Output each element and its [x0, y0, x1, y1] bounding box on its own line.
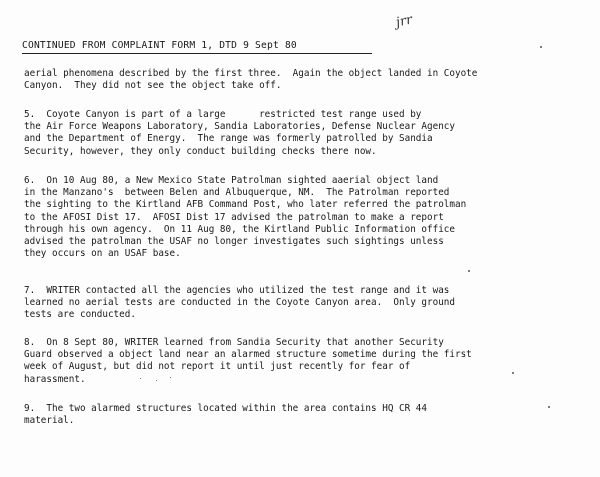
text-line: through his own agency. On 11 Aug 80, the Kirtland Public Information office: [24, 223, 455, 235]
header-underline: [22, 53, 372, 54]
text-line: Guard observed a object land near an alarmed structure sometime during the first: [24, 349, 472, 361]
text-line: week of August, but did not report it until just recently for fear of: [24, 361, 411, 373]
paragraph-continued: [24, 68, 590, 92]
scan-speck: [170, 377, 171, 378]
paragraph-6: [24, 175, 590, 260]
text-line: Canyon. They did not see the object take off.: [24, 80, 282, 92]
paragraph-7: [24, 285, 590, 322]
text-line: 7. WRITER contacted all the agencies who utilized the test range and it was: [24, 285, 450, 296]
scan-speck: [468, 270, 470, 272]
scan-speck: [140, 378, 141, 379]
text-line: harassment.: [24, 373, 86, 385]
scan-speck: [156, 380, 157, 381]
text-line: and the Department of Energy. The range was formerly patrolled by Sandia: [24, 133, 433, 145]
paragraph-5: [24, 109, 590, 158]
text-line: in the Manzano's between Belen and Albuquerque, NM. The Patrolman reported: [24, 187, 450, 199]
text-line: 5. Coyote Canyon is part of a large restricted test range used by: [24, 109, 422, 120]
paragraph-8: [24, 337, 590, 386]
text-line: the Air Force Weapons Laboratory, Sandia Laboratories, Defense Nuclear Agency: [24, 121, 455, 133]
scan-speck: [548, 406, 550, 408]
paragraph-9: [24, 403, 590, 427]
text-line: Security, however, they only conduct building checks there now.: [24, 145, 377, 157]
text-line: 9. The two alarmed structures located within the area contains HQ CR 44: [24, 403, 427, 414]
scan-speck: [540, 46, 542, 48]
text-line: 8. On 8 Sept 80, WRITER learned from Sandia Security that another Security: [24, 337, 444, 348]
text-line: learned no aerial tests are conducted in the Coyote Canyon area. Only ground: [24, 297, 455, 309]
text-line: they occurs on an USAF base.: [24, 248, 181, 260]
text-line: aerial phenomena described by the first three. Again the object landed in Coyote: [24, 68, 478, 79]
text-line: advised the patrolman the USAF no longer investigates such sightings unless: [24, 236, 444, 248]
text-line: material.: [24, 415, 75, 427]
scan-speck: [512, 372, 514, 374]
text-line: the sighting to the Kirtland AFB Command Post, who later referred the patrolman: [24, 199, 467, 211]
handwritten-initials: jrr: [394, 12, 414, 31]
text-line: to the AFOSI Dist 17. AFOSI Dist 17 advised the patrolman to make a report: [24, 211, 444, 223]
text-line: 6. On 10 Aug 80, a New Mexico State Patrolman sighted aaerial object land: [24, 175, 439, 186]
text-line: tests are conducted.: [24, 309, 136, 321]
continuation-header: CONTINUED FROM COMPLAINT FORM 1, DTD 9 Sept 80: [22, 40, 297, 51]
